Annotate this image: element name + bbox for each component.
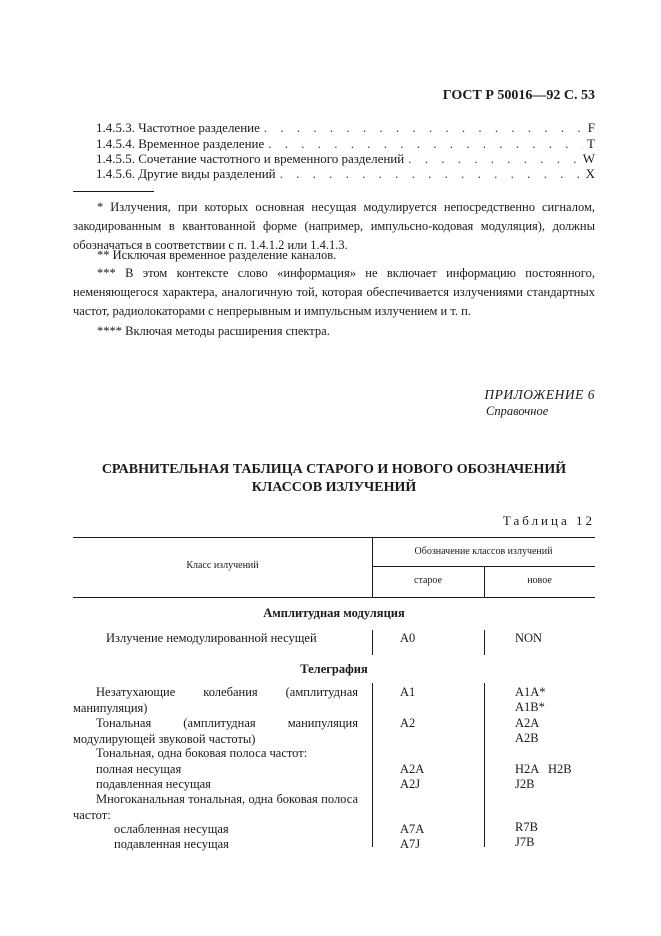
row-class: подавленная несущая <box>96 777 211 791</box>
row-class: подавленная несущая <box>114 837 229 851</box>
row-new-code: A1A* <box>515 685 546 699</box>
row-new-code: A2A <box>515 716 540 730</box>
row-class: полная несущая <box>96 762 182 776</box>
row-class: ослабленная несущая <box>114 822 229 836</box>
row-old-code: A1 <box>400 685 416 699</box>
row-old-code: A2J <box>400 777 421 791</box>
toc-label: 1.4.5.4. Временное разделение <box>96 136 265 151</box>
toc-leader <box>264 120 584 136</box>
row-old-code: A2 <box>400 716 416 730</box>
row-class: Незатухающие колебания (амплитудная манипуляция) <box>73 685 358 715</box>
toc-label: 1.4.5.5. Сочетание частотного и временного разделений <box>96 151 405 166</box>
toc-item <box>96 151 595 167</box>
header-class: Класс излучений <box>186 560 259 571</box>
document-title <box>73 461 595 497</box>
header-designation: Обозначение классов излучений <box>414 546 553 557</box>
row-class: Тональная (амплитудная манипуляция модулирующей звуковой частоты) <box>73 716 358 746</box>
row-class: Излучение немодулированной несущей <box>106 631 317 645</box>
row-new-code: R7B <box>515 820 538 834</box>
appendix-subtitle: Справочное <box>486 404 549 418</box>
toc-label: 1.4.5.6. Другие виды разделений <box>96 166 276 181</box>
toc-item <box>96 166 595 182</box>
row-old-code: A0 <box>400 631 416 645</box>
appendix-title: ПРИЛОЖЕНИЕ 6 <box>484 387 595 402</box>
footnote-1: * Излучения, при которых основная несущая модулируется непосредственно сигналом, закодированным в квантованной форме (например, импульсно-кодовая модуляция), должны обозначаться в соответствии с п. 1.4.1.2 или 1.4.1.3. <box>73 200 595 252</box>
row-new-code: NON <box>515 631 543 645</box>
page-header: ГОСТ Р 50016—92 С. 53 <box>442 88 595 103</box>
title-line-2: КЛАССОВ ИЗЛУЧЕНИЙ <box>251 480 417 495</box>
table-header-border <box>73 597 595 598</box>
table-cell-divider <box>484 630 485 655</box>
toc-code: T <box>587 136 595 151</box>
header-new: новое <box>527 575 552 586</box>
footnote-divider <box>73 191 154 192</box>
row-old-code: A7J <box>400 837 421 851</box>
row-new-code: H2A H2B <box>515 762 572 776</box>
header-old: старое <box>414 575 442 586</box>
footnote-2: ** Исключая временное разделение каналов. <box>97 248 337 262</box>
footnote-3: *** В этом контексте слово «информация» не включает информацию постоянного, неменяющегося характера, аналогичную той, которая обеспечивается излучениями стандартных частот, радиолокаторами с непрерывным и импульсным излучением и т. п. <box>73 266 595 318</box>
toc-code: X <box>585 166 595 181</box>
table-top-border <box>73 537 595 538</box>
title-line-1: СРАВНИТЕЛЬНАЯ ТАБЛИЦА СТАРОГО И НОВОГО ОБОЗНАЧЕНИЙ <box>101 462 567 477</box>
toc-label: 1.4.5.3. Частотное разделение <box>96 120 260 135</box>
row-new-code: J2B <box>515 777 535 791</box>
toc-leader <box>268 136 583 152</box>
toc-code: W <box>582 151 595 166</box>
row-new-code: A1B* <box>515 700 545 714</box>
toc-code: F <box>587 120 595 135</box>
toc-item <box>96 120 595 136</box>
row-new-code: J7B <box>515 835 535 849</box>
table-label: Таблица 12 <box>502 513 595 528</box>
footnote-4: **** Включая методы расширения спектра. <box>97 324 330 338</box>
row-old-code: A7A <box>400 822 425 836</box>
row-old-code: A2A <box>400 762 425 776</box>
section-heading: Амплитудная модуляция <box>263 606 405 620</box>
row-new-code: A2B <box>515 731 539 745</box>
section-heading: Телеграфия <box>300 662 368 676</box>
toc-item <box>96 136 595 152</box>
toc-leader <box>280 166 582 182</box>
table-cell-divider <box>372 683 373 847</box>
row-class: Многоканальная тональная, одна боковая полоса частот: <box>73 792 358 822</box>
row-class: Тональная, одна боковая полоса частот: <box>96 746 308 760</box>
table-cell-divider <box>484 683 485 847</box>
table-cell-divider <box>372 630 373 655</box>
toc-leader <box>408 151 579 167</box>
